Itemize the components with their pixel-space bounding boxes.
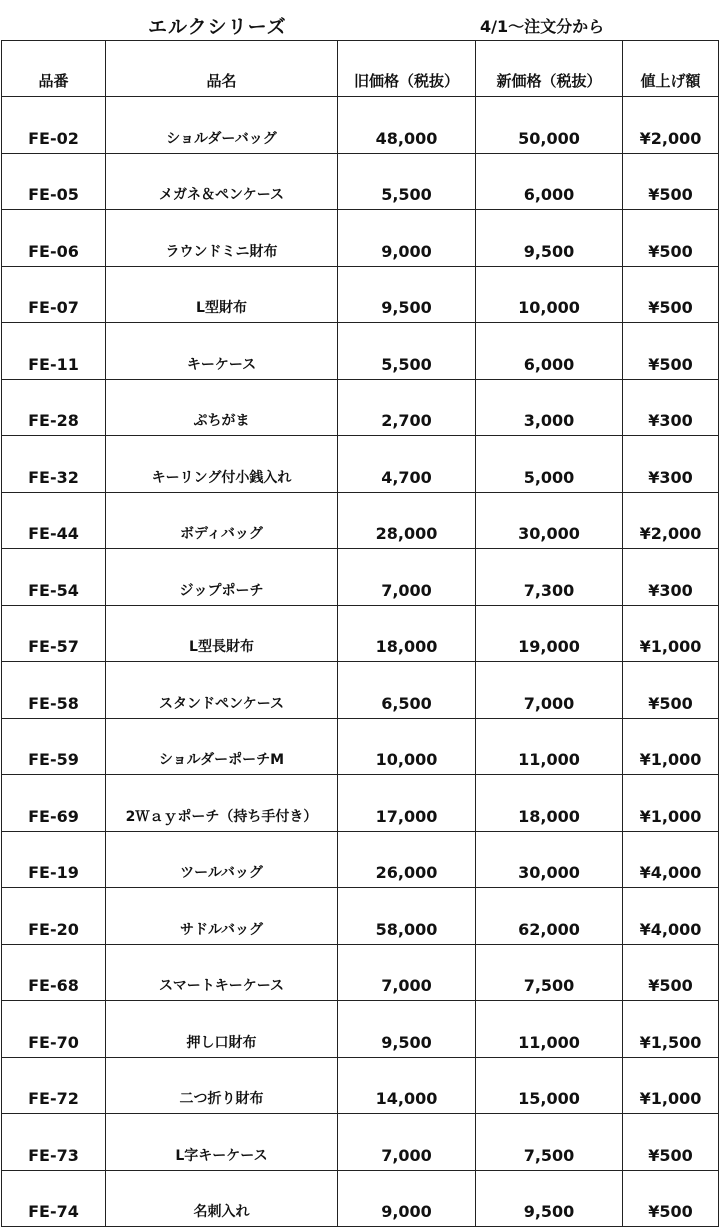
product-code-cell: FE-44 [2, 492, 106, 549]
product-name-cell: 二つ折り財布 [106, 1057, 338, 1114]
column-header-new-price: 新価格（税抜） [476, 41, 623, 97]
price-increase-cell: ¥300 [623, 379, 719, 436]
table-body [2, 97, 719, 1227]
new-price-cell: 15,000 [476, 1057, 623, 1114]
column-header-name: 品名 [106, 41, 338, 97]
new-price-cell: 7,500 [476, 1114, 623, 1171]
new-price-cell: 11,000 [476, 718, 623, 775]
table-row [2, 492, 719, 549]
order-effective-note: 4/1～注文分から [480, 17, 605, 36]
old-price-cell: 4,700 [338, 436, 476, 493]
new-price-cell: 3,000 [476, 379, 623, 436]
price-increase-cell: ¥4,000 [623, 888, 719, 945]
old-price-cell: 2,700 [338, 379, 476, 436]
product-name-cell: ショルダーバッグ [106, 97, 338, 154]
price-increase-cell: ¥500 [623, 266, 719, 323]
product-name-cell: キーリング付小銭入れ [106, 436, 338, 493]
price-table [1, 40, 719, 1227]
table-row [2, 1114, 719, 1171]
old-price-cell: 14,000 [338, 1057, 476, 1114]
product-code-cell: FE-54 [2, 549, 106, 606]
product-code-cell: FE-72 [2, 1057, 106, 1114]
product-code-cell: FE-32 [2, 436, 106, 493]
product-code-cell: FE-73 [2, 1114, 106, 1171]
price-increase-cell: ¥1,000 [623, 775, 719, 832]
table-row [2, 210, 719, 267]
old-price-cell: 5,500 [338, 153, 476, 210]
old-price-cell: 17,000 [338, 775, 476, 832]
product-code-cell: FE-06 [2, 210, 106, 267]
table-row [2, 831, 719, 888]
old-price-cell: 10,000 [338, 718, 476, 775]
product-name-cell: ジップポーチ [106, 549, 338, 606]
product-name-cell: キーケース [106, 323, 338, 380]
old-price-cell: 6,500 [338, 662, 476, 719]
product-code-cell: FE-58 [2, 662, 106, 719]
product-name-cell: スマートキーケース [106, 944, 338, 1001]
new-price-cell: 30,000 [476, 831, 623, 888]
price-increase-cell: ¥2,000 [623, 97, 719, 154]
product-code-cell: FE-74 [2, 1170, 106, 1227]
new-price-cell: 62,000 [476, 888, 623, 945]
product-name-cell: ぷちがま [106, 379, 338, 436]
product-name-cell: ラウンドミニ財布 [106, 210, 338, 267]
table-row [2, 379, 719, 436]
table-row [2, 1057, 719, 1114]
product-name-cell: L字キーケース [106, 1114, 338, 1171]
new-price-cell: 18,000 [476, 775, 623, 832]
table-row [2, 266, 719, 323]
product-name-cell: ボディバッグ [106, 492, 338, 549]
price-increase-cell: ¥4,000 [623, 831, 719, 888]
product-name-cell: ツールバッグ [106, 831, 338, 888]
old-price-cell: 28,000 [338, 492, 476, 549]
product-code-cell: FE-02 [2, 97, 106, 154]
price-increase-cell: ¥500 [623, 1114, 719, 1171]
old-price-cell: 7,000 [338, 944, 476, 1001]
column-header-old-price: 旧価格（税抜） [338, 41, 476, 97]
old-price-cell: 48,000 [338, 97, 476, 154]
price-increase-cell: ¥1,500 [623, 1001, 719, 1058]
table-row [2, 944, 719, 1001]
product-name-cell: 2Ｗａｙポーチ（持ち手付き） [106, 775, 338, 832]
price-increase-cell: ¥300 [623, 436, 719, 493]
product-name-cell: メガネ＆ペンケース [106, 153, 338, 210]
old-price-cell: 7,000 [338, 549, 476, 606]
new-price-cell: 9,500 [476, 1170, 623, 1227]
product-code-cell: FE-19 [2, 831, 106, 888]
header-row [2, 41, 719, 97]
product-name-cell: 押し口財布 [106, 1001, 338, 1058]
new-price-cell: 11,000 [476, 1001, 623, 1058]
column-header-code: 品番 [2, 41, 106, 97]
old-price-cell: 18,000 [338, 605, 476, 662]
title-row [0, 0, 720, 40]
new-price-cell: 6,000 [476, 323, 623, 380]
price-increase-cell: ¥500 [623, 1170, 719, 1227]
table-row [2, 888, 719, 945]
price-increase-cell: ¥500 [623, 153, 719, 210]
product-code-cell: FE-69 [2, 775, 106, 832]
price-increase-cell: ¥1,000 [623, 1057, 719, 1114]
old-price-cell: 9,000 [338, 1170, 476, 1227]
product-code-cell: FE-68 [2, 944, 106, 1001]
new-price-cell: 6,000 [476, 153, 623, 210]
new-price-cell: 5,000 [476, 436, 623, 493]
table-row [2, 97, 719, 154]
product-code-cell: FE-59 [2, 718, 106, 775]
new-price-cell: 7,000 [476, 662, 623, 719]
table-row [2, 1001, 719, 1058]
table-row [2, 323, 719, 380]
price-increase-cell: ¥500 [623, 944, 719, 1001]
new-price-cell: 30,000 [476, 492, 623, 549]
old-price-cell: 5,500 [338, 323, 476, 380]
product-code-cell: FE-57 [2, 605, 106, 662]
new-price-cell: 10,000 [476, 266, 623, 323]
column-header-increase: 値上げ額 [623, 41, 719, 97]
price-increase-cell: ¥300 [623, 549, 719, 606]
price-increase-cell: ¥500 [623, 210, 719, 267]
price-increase-cell: ¥2,000 [623, 492, 719, 549]
new-price-cell: 50,000 [476, 97, 623, 154]
product-name-cell: 名刺入れ [106, 1170, 338, 1227]
product-name-cell: サドルバッグ [106, 888, 338, 945]
old-price-cell: 26,000 [338, 831, 476, 888]
price-increase-cell: ¥1,000 [623, 718, 719, 775]
price-increase-cell: ¥500 [623, 662, 719, 719]
product-code-cell: FE-11 [2, 323, 106, 380]
product-code-cell: FE-70 [2, 1001, 106, 1058]
old-price-cell: 9,500 [338, 266, 476, 323]
table-row [2, 153, 719, 210]
old-price-cell: 9,000 [338, 210, 476, 267]
table-row [2, 436, 719, 493]
product-name-cell: L型長財布 [106, 605, 338, 662]
product-code-cell: FE-20 [2, 888, 106, 945]
table-row [2, 662, 719, 719]
old-price-cell: 9,500 [338, 1001, 476, 1058]
new-price-cell: 7,300 [476, 549, 623, 606]
table-row [2, 775, 719, 832]
old-price-cell: 58,000 [338, 888, 476, 945]
table-row [2, 549, 719, 606]
table-row [2, 718, 719, 775]
product-code-cell: FE-05 [2, 153, 106, 210]
new-price-cell: 19,000 [476, 605, 623, 662]
product-code-cell: FE-07 [2, 266, 106, 323]
old-price-cell: 7,000 [338, 1114, 476, 1171]
table-row [2, 605, 719, 662]
price-increase-cell: ¥500 [623, 323, 719, 380]
product-name-cell: スタンドペンケース [106, 662, 338, 719]
new-price-cell: 9,500 [476, 210, 623, 267]
price-increase-cell: ¥1,000 [623, 605, 719, 662]
series-title: エルクシリーズ [148, 16, 287, 38]
product-name-cell: L型財布 [106, 266, 338, 323]
product-code-cell: FE-28 [2, 379, 106, 436]
table-row [2, 1170, 719, 1227]
product-name-cell: ショルダーポーチM [106, 718, 338, 775]
new-price-cell: 7,500 [476, 944, 623, 1001]
